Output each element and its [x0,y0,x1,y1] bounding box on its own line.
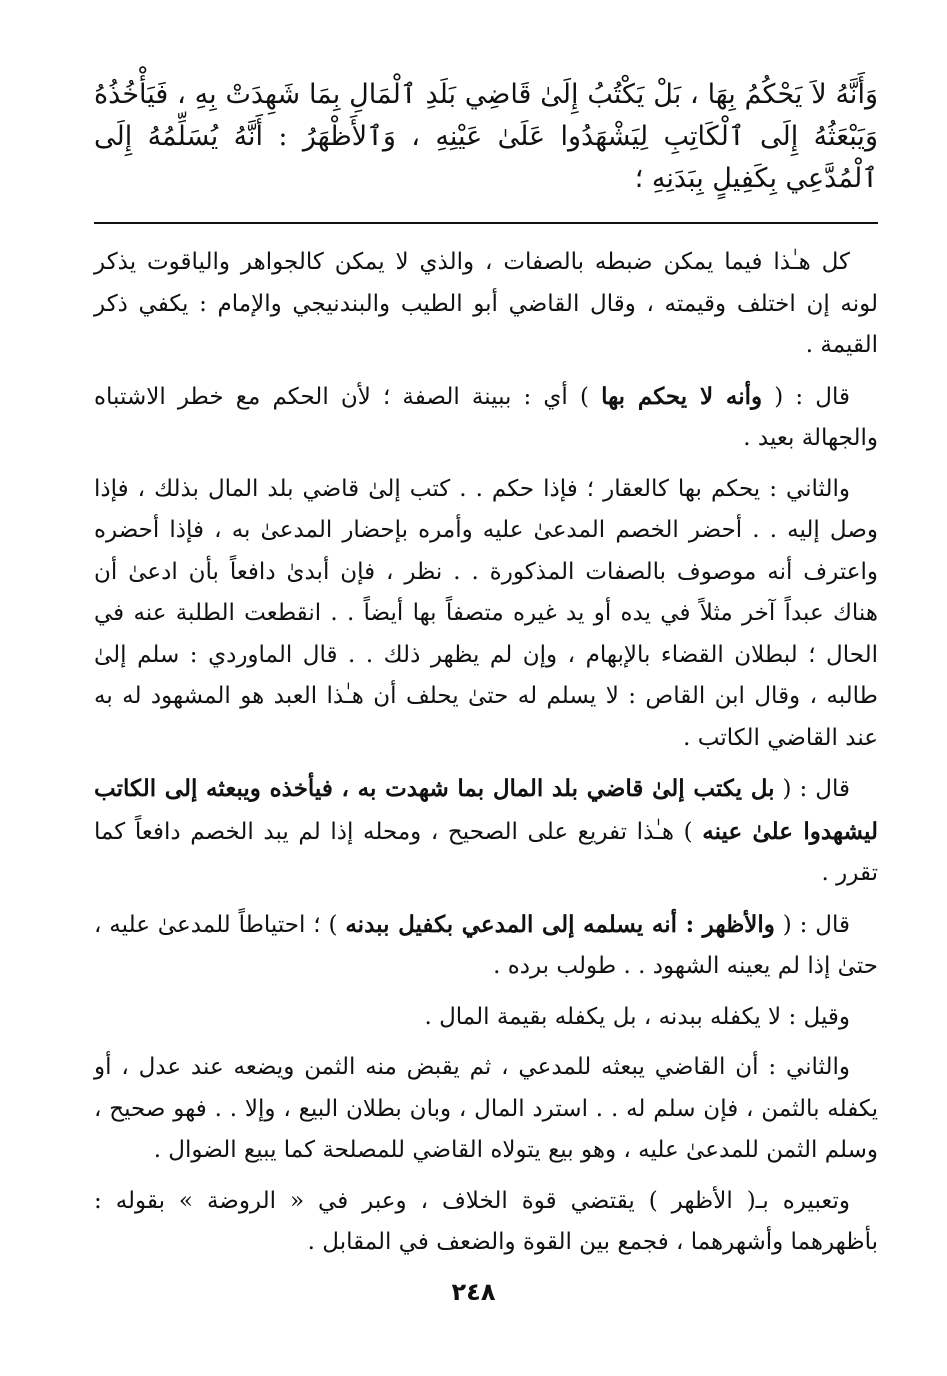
quote-intro: قال : ( [774,911,850,938]
quoted-matn: والأظهر : أنه يسلمه إلى المدعي بكفيل ببدنه [345,910,775,938]
commentary [94,242,878,1264]
commentary-paragraph-4 [94,768,878,895]
commentary-text: ) ؛ احتياطاً للمدعىٰ عليه ، حتىٰ إذا لم يعينه الشهود . . طولب برده . [94,911,878,979]
commentary-paragraph-3: والثاني : يحكم بها كالعقار ؛ فإذا حكم . . كتب إلىٰ قاضي بلد المال بذلك ، فإذا وصل إليه . . أحضر الخصم المدعىٰ عليه وأمره بإحضار المدعىٰ به ، فإذا أحضره واعترف أنه موصوف بالصفات المذكورة . . نظر ، فإن أبدىٰ دافعاً بأن ادعىٰ أن هناك عبداً آخر مثلاً في يده أو يد غيره متصفاً بها أيضاً . . انقطعت الطلبة عنه في الحال ؛ لبطلان القضاء بالإبهام ، وإن لم يظهر ذلك . . قال الماوردي : سلم إلىٰ طالبه ، وقال ابن القاص : لا يسلم له حتىٰ يحلف أن هـٰذا العبد هو المشهود له به عند القاضي الكاتب . [94,475,878,751]
book-page [94,58,878,1273]
commentary-text: ) أي : ببينة الصفة ؛ لأن الحكم مع خطر الاشتباه والجهالة بعيد . [94,383,878,451]
matn-text: وَأَنَّهُ لاَ يَحْكُمُ بِهَا ، بَلْ يَكْتُبُ إِلَىٰ قَاضِي بَلَدِ ٱلْمَالِ بِمَا شَهِدَتْ بِهِ ، فَيَأْخُذُهُ وَيَبْعَثُهُ إِلَى ٱلْكَاتِبِ لِيَشْهَدُوا عَلَىٰ عَيْنِهِ ، وَٱلأَظْهَرُ : أَنَّهُ يُسَلِّمُهُ إِلَى ٱلْمُدَّعِي بِكَفِيلٍ بِبَدَنِهِ ؛ [94,79,878,194]
commentary-text: ) هـٰذا تفريع على الصحيح ، ومحله إذا لم يبد الخصم دافعاً كما تقرر . [94,818,878,886]
commentary-paragraph-2 [94,376,878,460]
quote-intro: قال : ( [762,383,851,410]
commentary-paragraph-6: وقيل : لا يكفله ببدنه ، بل يكفله بقيمة المال . [424,1003,850,1030]
divider-line [94,222,878,224]
commentary-paragraph-5 [94,904,878,988]
page-number: ٢٤٨ [451,1278,496,1306]
commentary-paragraph-1: كل هـٰذا فيما يمكن ضبطه بالصفات ، والذي لا يمكن كالجواهر والياقوت يذكر لونه إن اختلف وقيمته ، وقال القاضي أبو الطيب والبندنيجي والإمام : يكفي ذكر القيمة . [94,249,878,358]
quoted-matn: وأنه لا يحكم بها [601,382,763,410]
quoted-matn: بل يكتب إلىٰ قاضي بلد المال بما شهدت به ، فيأخذه ويبعثه إلى الكاتب ليشهدوا علىٰ عينه [94,775,878,845]
quote-intro: قال : ( [774,776,850,802]
commentary-paragraph-8: وتعبيره بـ( الأظهر ) يقتضي قوة الخلاف ، وعبر في « الروضة » بقوله : بأظهرهما وأشهرهما ، فجمع بين القوة والضعف في المقابل . [94,1187,878,1255]
commentary-paragraph-7: والثاني : أن القاضي يبعثه للمدعي ، ثم يقبض منه الثمن ويضعه عند عدل ، أو يكفله بالثمن ، فإن سلم له . . استرد المال ، وبان بطلان البيع ، وإلا . . فهو صحيح ، وسلم الثمن للمدعىٰ عليه ، وهو بيع يتولاه القاضي للمصلحة كما يبيع الضوال . [94,1054,878,1163]
